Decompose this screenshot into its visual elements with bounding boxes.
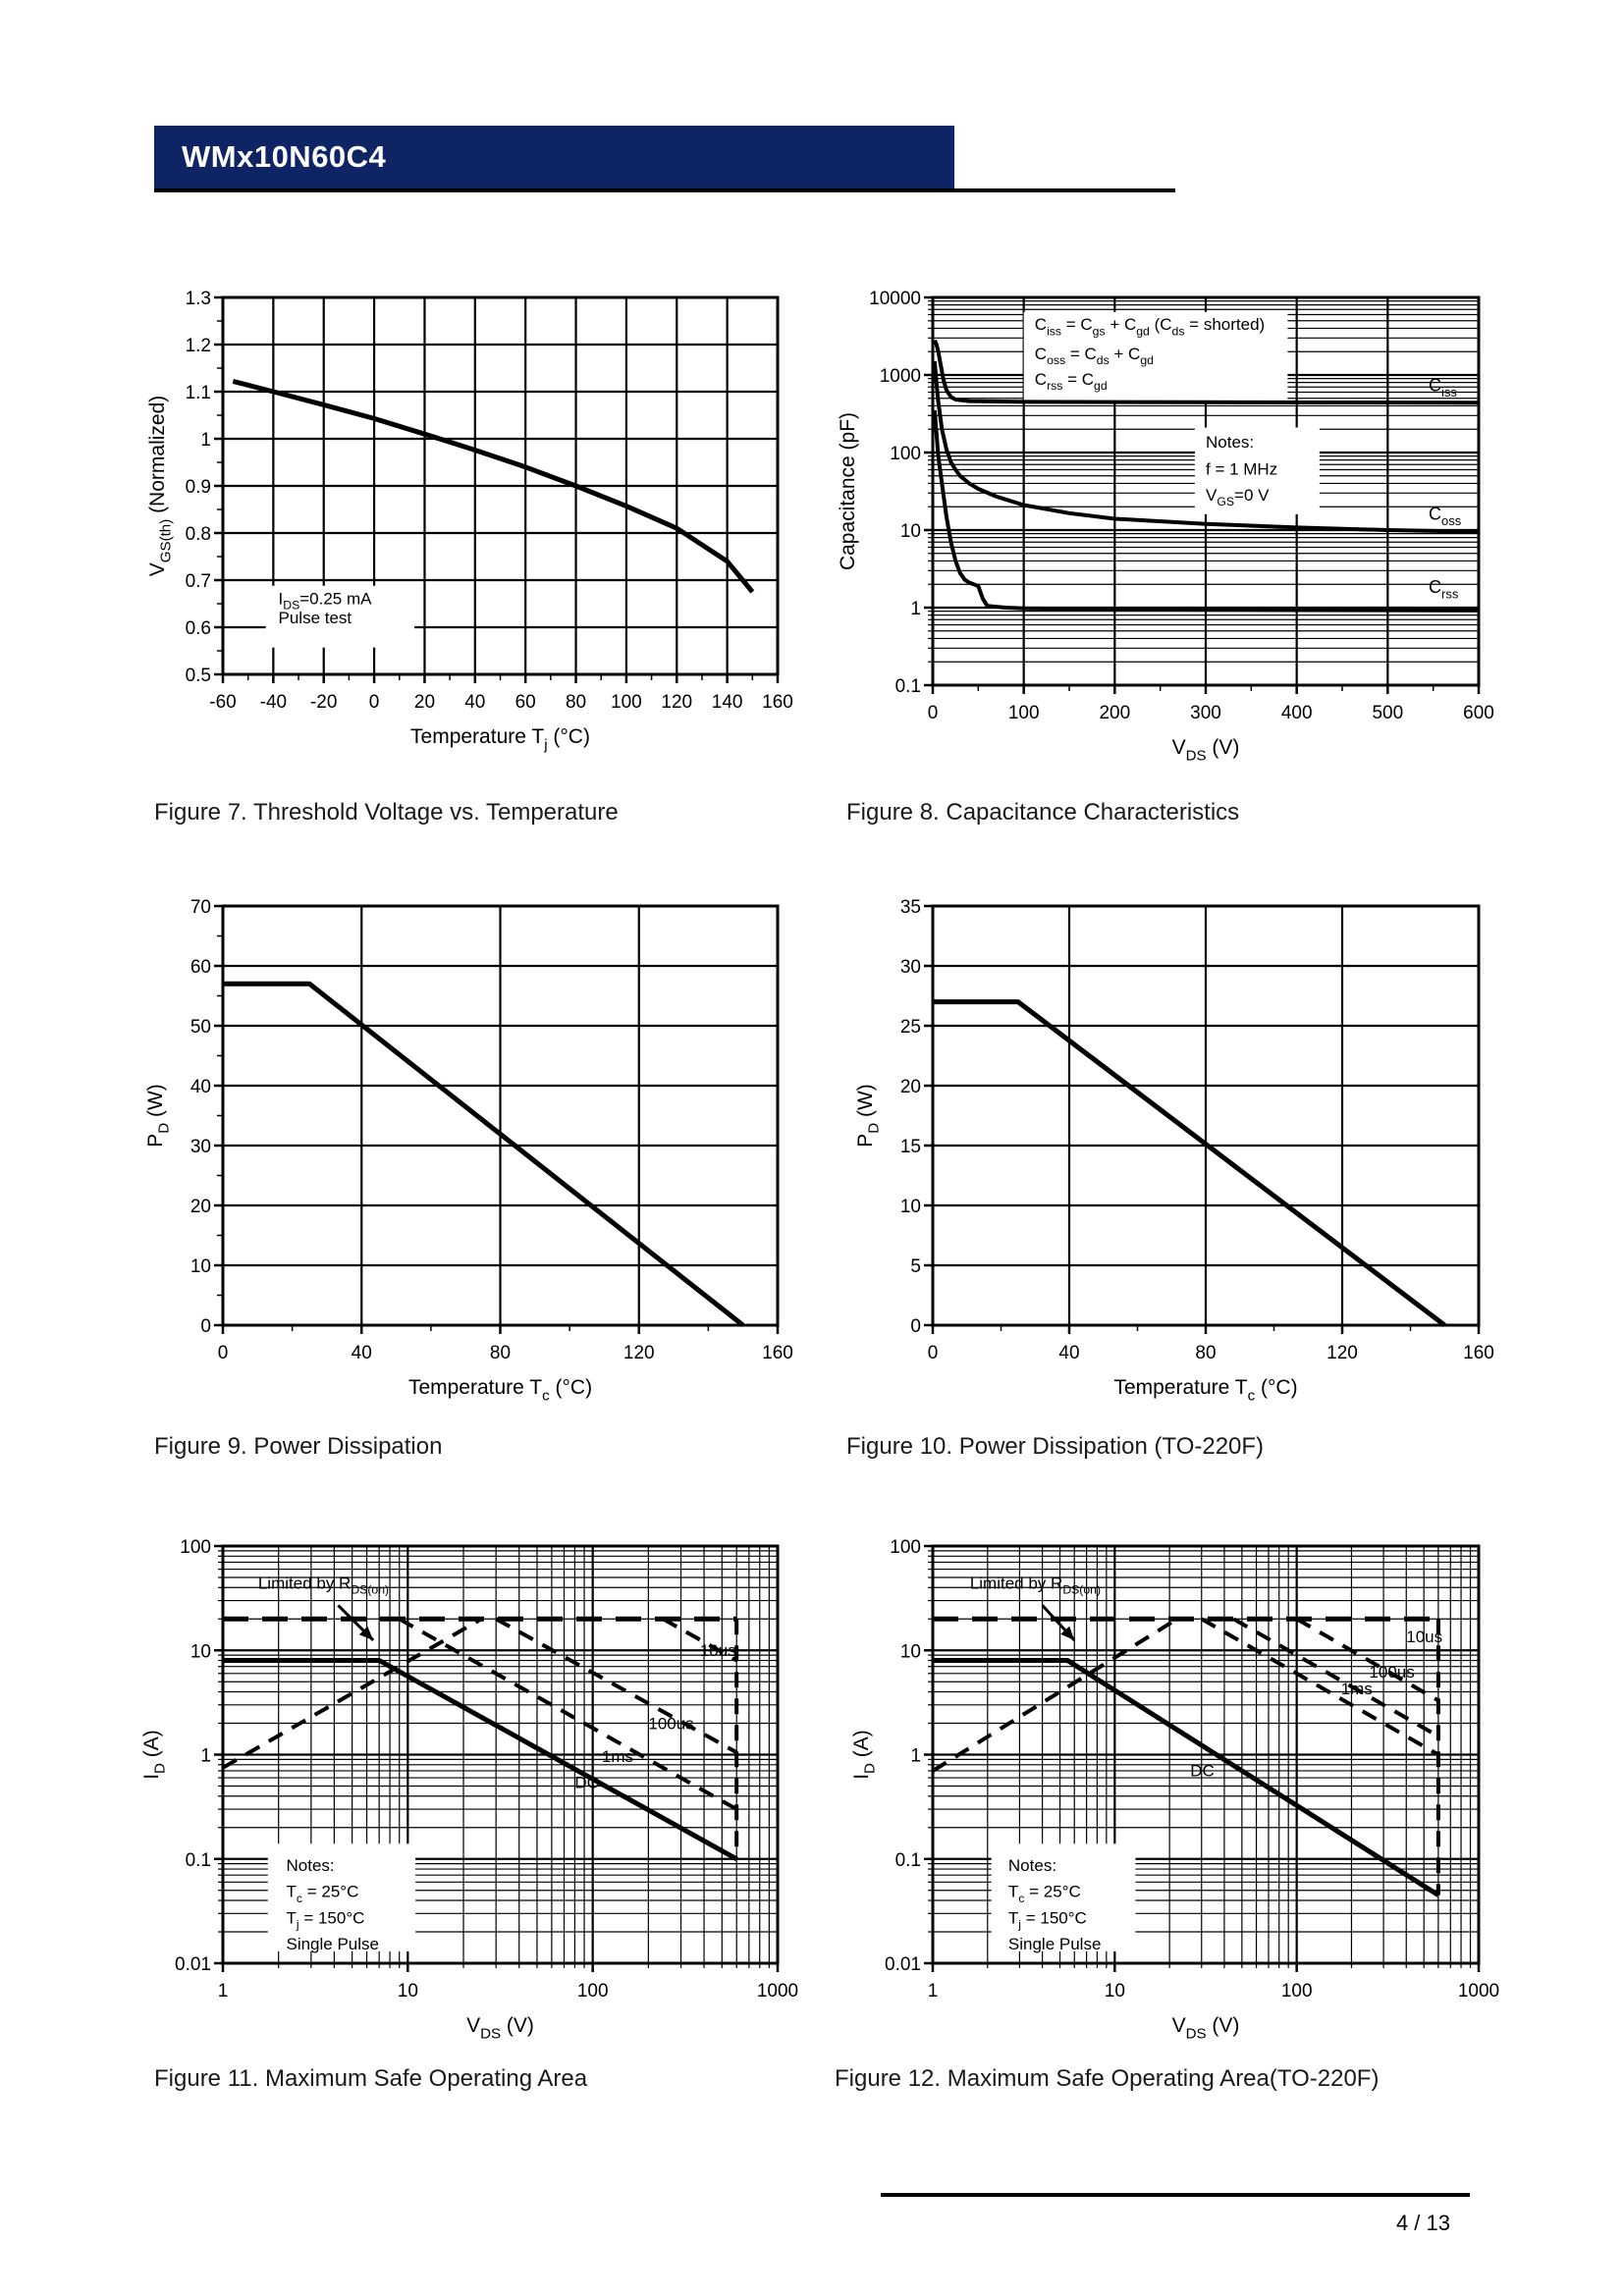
figure8-x-tick: 600 (1463, 703, 1494, 723)
figure11-annotation: 10us (699, 1641, 736, 1661)
part-number: WMx10N60C4 (182, 139, 387, 174)
figure7-x-tick: -20 (309, 692, 338, 713)
figure11-x-tick: 1000 (756, 1981, 799, 2002)
figure8-y-tick: 0.1 (894, 676, 921, 697)
figure12-x-tick: 1 (927, 1981, 939, 2002)
figure10-y-tick: 15 (899, 1137, 921, 1157)
figure9-y-tick: 50 (189, 1017, 211, 1038)
figure8-chart (837, 289, 1494, 764)
figure8-annotation: $C_{oss}$ (1429, 504, 1462, 529)
figure9-x-tick: 0 (217, 1343, 229, 1363)
figure7-x-tick: 60 (514, 692, 536, 713)
figure7-x-tick: 120 (661, 692, 693, 713)
figure7-x-tick: 140 (711, 692, 743, 713)
figure12-chart (850, 1537, 1499, 2042)
figure8-x-tick: 200 (1099, 703, 1131, 723)
figure11-x-tick: 100 (576, 1981, 609, 2002)
figure8-annotation: $C_{oss} = C_{ds} + C_{gd}$ (1034, 344, 1154, 367)
figure7-x-tick: 100 (611, 692, 642, 713)
figure7-caption: Figure 7. Threshold Voltage vs. Temperature (154, 799, 619, 826)
figure8-annotation: $V_{GS}=0$ V (1206, 485, 1270, 509)
figure10-x-tick: 80 (1195, 1343, 1217, 1363)
figure11-annotation: Single Pulse (286, 1935, 380, 1954)
figure7-y-tick: 1.3 (185, 289, 211, 309)
figure9-caption: Figure 9. Power Dissipation (154, 1433, 443, 1460)
figure12-annotation: Notes: (1007, 1855, 1057, 1875)
figure12-y-tick: 0.01 (885, 1954, 921, 1975)
figure7-annotation: $I_{DS}=0.25$ mA (278, 589, 372, 613)
figure11-caption: Figure 11. Maximum Safe Operating Area (154, 2065, 588, 2092)
figure9-y-tick: 70 (189, 897, 211, 918)
figure7-y-tick: 0.7 (185, 571, 211, 592)
figure12-annotation: $T_j = 150^\circ C$ (1007, 1908, 1087, 1932)
figure10-grid (933, 906, 1479, 1325)
figure8-y-tick: 100 (890, 444, 921, 464)
figure10-x-tick: 40 (1058, 1343, 1080, 1363)
figure8-y-tick: 1000 (879, 366, 921, 387)
figure12-annotation: 100us (1369, 1662, 1415, 1682)
figure10-x-tick: 160 (1463, 1343, 1494, 1363)
figure9-y-tick: 10 (189, 1256, 211, 1277)
figure12-x-axis-title: $V_{DS}$ (V) (1171, 2014, 1240, 2043)
figure8-x-tick: 400 (1280, 703, 1313, 723)
figure8-caption: Figure 8. Capacitance Characteristics (846, 799, 1240, 826)
figure7-y-tick: 1.2 (185, 336, 211, 356)
figure7-y-tick: 0.9 (185, 477, 211, 498)
figure7-x-tick: 20 (413, 692, 436, 713)
figure10-y-tick: 30 (899, 957, 921, 978)
page-number: 4 / 13 (1395, 2211, 1450, 2235)
figure12-x-tick: 100 (1280, 1981, 1313, 2002)
figure11-x-axis-title: $V_{DS}$ (V) (466, 2014, 534, 2043)
figure7-x-tick: -40 (259, 692, 288, 713)
figure7-y-tick: 1.1 (185, 383, 211, 403)
figure10-y-tick: 35 (899, 897, 921, 918)
footer-divider (881, 2193, 1470, 2197)
figure8-annotation: f = 1 MHz (1206, 459, 1278, 479)
figure11-y-tick: 10 (189, 1641, 211, 1663)
figure7-y-tick: 0.8 (185, 524, 211, 545)
figure10-series-power-dissipation-to220f (933, 1002, 1444, 1325)
figure7-chart (146, 289, 793, 753)
figure12-series-rdson-limit (933, 1619, 1177, 1771)
figure11-series-100us (496, 1619, 736, 1752)
figure9-y-tick: 60 (189, 957, 211, 978)
figure8-x-axis-title: $V_{DS}$ (V) (1171, 736, 1240, 765)
figure11-annotation: 100us (648, 1714, 694, 1734)
figure9-series-power-dissipation (223, 984, 743, 1325)
figure12-y-tick: 0.1 (894, 1849, 921, 1871)
figure11-annotation: Notes: (286, 1855, 335, 1875)
figure10-x-tick: 120 (1326, 1343, 1358, 1363)
figure9-x-tick: 120 (623, 1343, 655, 1363)
figure8-x-tick: 100 (1007, 703, 1040, 723)
figure9-chart (144, 897, 793, 1404)
figure7-x-tick: 160 (762, 692, 793, 713)
figure8-annotation: $C_{rss} = C_{gd}$ (1034, 369, 1108, 393)
figure10-chart (854, 897, 1494, 1404)
figure11-y-tick: 1 (200, 1745, 211, 1767)
figure8-x-tick: 0 (927, 703, 939, 723)
figure10-y-axis-title: $P_D$ (W) (854, 1084, 883, 1148)
figure12-x-tick: 1000 (1457, 1981, 1500, 2002)
figure8-x-tick: 500 (1372, 703, 1404, 723)
figure11-annotation: $T_c = 25^\circ C$ (286, 1882, 359, 1905)
figure10-x-tick: 0 (927, 1343, 939, 1363)
figure8-y-tick: 1 (910, 599, 921, 619)
figure7-axes (186, 289, 793, 713)
figure11-annotation: DC (574, 1773, 599, 1792)
figure9-x-tick: 40 (351, 1343, 372, 1363)
figure11-y-tick: 0.01 (175, 1954, 211, 1975)
figure8-annotation: Notes: (1206, 433, 1255, 453)
figure11-x-tick: 1 (217, 1981, 229, 2002)
figure8-annotation: $C_{iss} = C_{gs} + C_{gd}$ ($C_{ds}$ = shorted) (1034, 315, 1266, 339)
figure8-y-tick: 10 (899, 521, 921, 542)
figure7-x-tick: 40 (464, 692, 486, 713)
figure11-y-tick: 100 (180, 1537, 211, 1558)
figure8-x-tick: 300 (1190, 703, 1221, 723)
figure10-y-tick: 20 (899, 1077, 921, 1097)
figure10-x-axis-title: Temperature $T_c$ (°C) (1113, 1376, 1298, 1405)
figure9-x-tick: 160 (762, 1343, 793, 1363)
figure9-x-axis-title: Temperature $T_c$ (°C) (407, 1376, 593, 1405)
figure12-y-axis-title: $I_D$ (A) (850, 1730, 879, 1780)
figure11-y-axis-title: $I_D$ (A) (140, 1730, 169, 1780)
figure9-y-tick: 20 (189, 1197, 211, 1217)
figure11-annotation: $T_j = 150^\circ C$ (286, 1908, 365, 1932)
figure11-y-tick: 0.1 (185, 1849, 211, 1871)
figure10-y-tick: 5 (910, 1256, 921, 1277)
figure7-x-tick: 80 (565, 692, 587, 713)
figure7-x-tick: 0 (368, 692, 380, 713)
figure12-annotation: 1ms (1340, 1679, 1373, 1698)
figure10-y-tick: 0 (910, 1316, 921, 1337)
figure11-annotation: Limited by $R_{DS(on)}$ (257, 1574, 390, 1597)
figure8-annotation: $C_{iss}$ (1429, 375, 1457, 400)
figure8-y-axis-title: Capacitance (pF) (837, 411, 859, 571)
figure7-y-tick: 0.5 (185, 666, 211, 686)
figure12-annotation: Limited by $R_{DS(on)}$ (969, 1574, 1102, 1597)
figure9-x-tick: 80 (489, 1343, 512, 1363)
figure12-annotation: $T_c = 25^\circ C$ (1007, 1882, 1081, 1905)
figure7-annotation: Pulse test (278, 609, 352, 628)
figure7-x-axis-title: Temperature $T_j$ (°C) (410, 725, 590, 754)
figure10-y-tick: 10 (899, 1197, 921, 1217)
figure7-y-tick: 1 (200, 430, 211, 451)
figure7-y-tick: 0.6 (185, 618, 211, 639)
figure12-y-tick: 10 (899, 1641, 921, 1663)
figure9-y-tick: 40 (189, 1077, 211, 1097)
figure9-y-tick: 0 (200, 1316, 211, 1337)
figure8-annotation: $C_{rss}$ (1429, 576, 1459, 602)
figure12-series-1ms (1202, 1619, 1438, 1754)
figure9-grid (223, 906, 778, 1325)
figure7-x-tick: -60 (209, 692, 237, 713)
figure12-annotation: DC (1190, 1761, 1215, 1781)
figure12-x-tick: 10 (1104, 1981, 1125, 2002)
figure10-y-tick: 25 (899, 1017, 921, 1038)
figure7-y-axis-title: $V_{GS(th)}$ (Normalized) (146, 395, 175, 577)
figure12-annotation: Single Pulse (1007, 1935, 1102, 1954)
figure10-caption: Figure 10. Power Dissipation (TO-220F) (846, 1433, 1265, 1460)
figure9-y-axis-title: $P_D$ (W) (144, 1084, 173, 1148)
figure12-y-tick: 1 (910, 1745, 921, 1767)
figure8-y-tick: 10000 (869, 289, 921, 309)
figure9-y-tick: 30 (189, 1137, 211, 1157)
figure12-annotation: 10us (1406, 1627, 1443, 1646)
figure12-y-tick: 100 (890, 1537, 921, 1558)
figure12-caption: Figure 12. Maximum Safe Operating Area(TO-220F) (835, 2065, 1380, 2092)
figure11-x-tick: 10 (397, 1981, 418, 2002)
figure11-annotation: 1ms (601, 1746, 634, 1766)
figure11-chart (140, 1537, 798, 2042)
